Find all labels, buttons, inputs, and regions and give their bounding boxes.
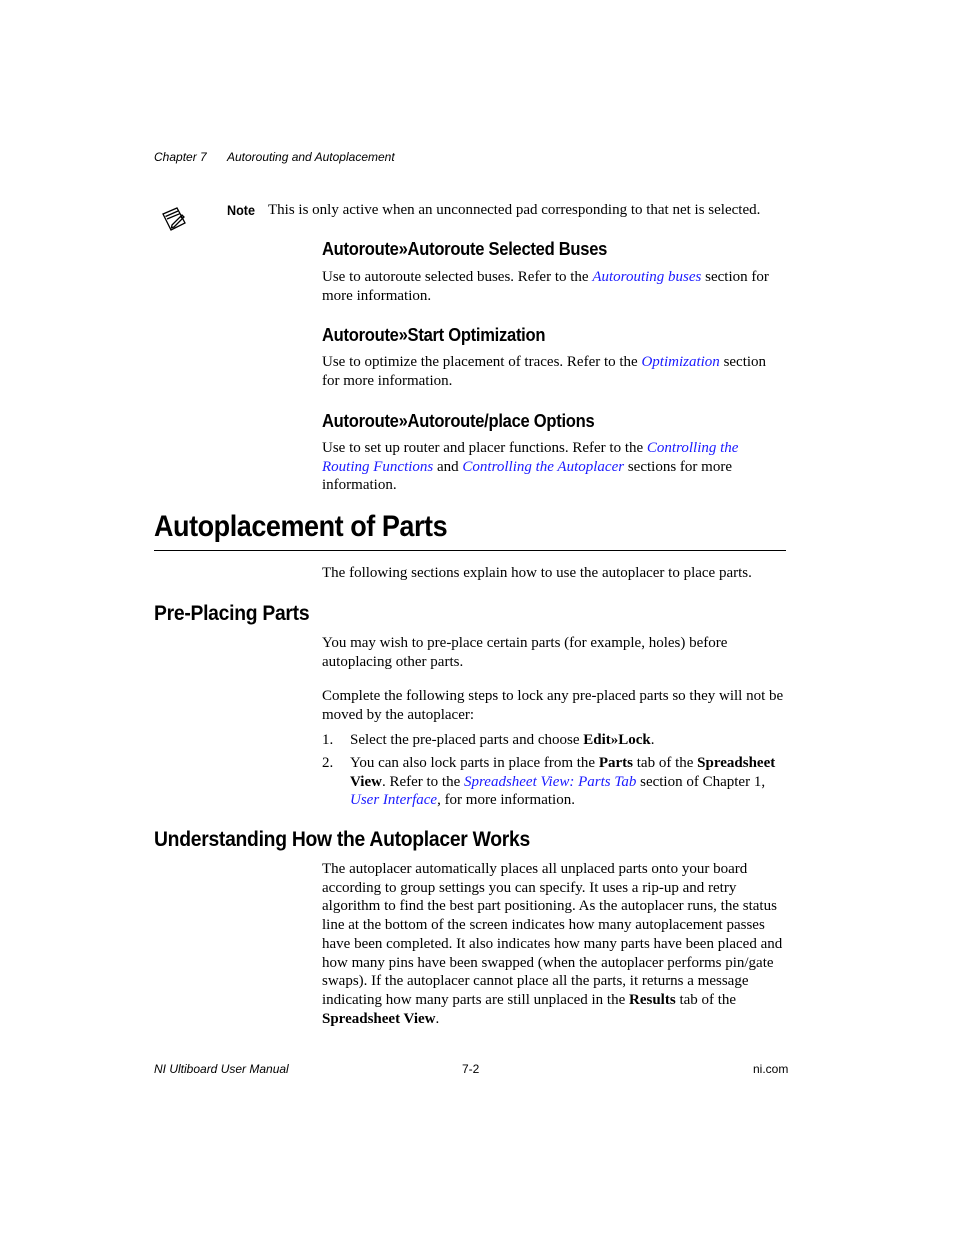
- section-heading-autoroute-selected-buses: Autoroute»Autoroute Selected Buses: [322, 239, 608, 259]
- chapter-label: Chapter 7: [154, 150, 207, 164]
- optimization-link[interactable]: Optimization: [641, 354, 720, 370]
- parts-tab-label: Parts: [598, 755, 633, 771]
- list-item: [0, 754, 954, 814]
- autorouting-buses-link[interactable]: Autorouting buses: [592, 269, 702, 285]
- list-number: 2.: [322, 755, 334, 771]
- preplacing-heading: Pre-Placing Parts: [154, 602, 310, 625]
- understanding-heading: Understanding How the Autoplacer Works: [154, 828, 530, 851]
- footer-site[interactable]: ni.com: [753, 1062, 789, 1076]
- section-heading-start-optimization: Autoroute»Start Optimization: [322, 325, 546, 345]
- page-title: Autoplacement of Parts: [154, 510, 448, 543]
- note-pencil-icon: [160, 205, 188, 233]
- section-paragraph: Use to optimize the placement of traces. Refer to the Optimization section for more information.: [322, 354, 767, 389]
- results-tab-label: Results: [629, 991, 676, 1008]
- preplacing-paragraph-1: You may wish to pre-place certain parts (for example, holes) before autoplacing other parts.: [322, 635, 728, 670]
- spreadsheet-view-parts-tab-link[interactable]: Spreadsheet View: Parts Tab: [464, 773, 637, 790]
- footer-page-number: 7-2: [462, 1062, 480, 1076]
- note-text: This is only active when an unconnected pad corresponding to that net is selected.: [268, 202, 761, 218]
- section-paragraph: Use to autoroute selected buses. Refer to the Autorouting buses section for more information.: [322, 269, 769, 304]
- preplacing-paragraph-2: Complete the following steps to lock any pre-placed parts so they will not be moved by the autoplacer:: [322, 688, 784, 723]
- chapter-title: Autorouting and Autoplacement: [227, 150, 395, 164]
- understanding-paragraph: The autoplacer automatically places all unplaced parts onto your board according to group settings you can specify. It uses a rip-up and retry algorithm to find the best part positioning. As the autoplacer runs, the status line at the bottom of the screen indicates how many autoplacement passes have been completed. It also indicates how many parts have been placed and how many pins have been swapped (when the autoplacer performs pin/gate swaps). If the autoplacer cannot place all the parts, it returns a message indicating how many parts are still unplaced in the Results tab of the Spreadsheet View.: [322, 861, 783, 1027]
- title-rule: [154, 550, 786, 551]
- section-heading-autoroute-place-options: Autoroute»Autoroute/place Options: [322, 411, 595, 431]
- note-label: Note: [227, 202, 256, 218]
- spreadsheet-view-label: Spreadsheet View: [350, 755, 776, 790]
- user-interface-link[interactable]: User Interface: [350, 792, 438, 809]
- list-number: 1.: [322, 732, 334, 748]
- intro-paragraph: The following sections explain how to use the autoplacer to place parts.: [322, 565, 752, 581]
- controlling-autoplacer-link[interactable]: Controlling the Autoplacer: [462, 458, 625, 475]
- list-item: [0, 731, 954, 751]
- list-text: Select the pre-placed parts and choose Edit»Lock.: [350, 732, 655, 748]
- list-text: You can also lock parts in place from the Parts tab of the Spreadsheet View. Refer to the Spreadsheet View: Parts Tab section of Chapter 1, User Interface, for more information.: [350, 755, 776, 809]
- spreadsheet-view-label: Spreadsheet View: [322, 1010, 436, 1027]
- menu-path-edit-lock: Edit»Lock: [583, 732, 651, 748]
- footer-manual-title: NI Ultiboard User Manual: [154, 1062, 289, 1076]
- section-paragraph: Use to set up router and placer functions. Refer to the Controlling the Routing Functions and Controlling the Autoplacer sections for more information.: [322, 440, 739, 494]
- controlling-routing-functions-link[interactable]: Controlling the Routing Functions: [322, 440, 739, 475]
